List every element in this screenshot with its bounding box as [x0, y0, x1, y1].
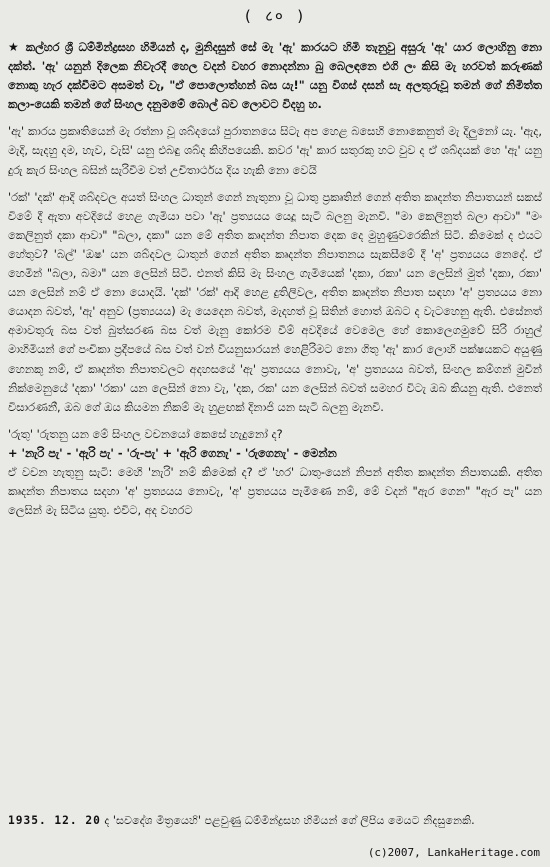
footnote-text: ද 'සවදේශ මිත්‍රයෙහි' පළවුණු ධම්මින්ද්‍රසහ හිමියන් ගේ ලිපිය මෙයට නිදසුනෙකි.	[104, 814, 475, 827]
paragraph-1-text: කල්හර ශ්‍රී ධම්මින්ද්‍රසහ හිමියන් ද, මුනිදසුන් සේ මැ 'ඇ' කාරයට හිමි තැනුවු අසුරු 'ඇ' යාර ලොහිනු නො දක්ත්. 'ඇ' යනුන් දිලෙක නිවැරදී හෙල වදන් වහර නොදන්නා බු බෙලඳනෙ එගි ලං කිසි මැ හරවත් කරුණක් නොකු හැර දක්වීමට අසමත් වැ, "ඒ පොලොත්හන් බස යැ!" යනු විගස් දසන් සැ අලතුරුවූ තමන් ගේ නිමිත්ත කලා-යෙකි තමන් ගේ සිංහල දනුමමේ බොල් බව ලොවට විදහු හ.	[8, 40, 542, 112]
paragraph-4-text: 'රුතු' 'රුතනු යන මේ සිංහල වචනයෝ කෙසේ හැදුනෝ ද?	[8, 426, 283, 441]
page-number: ( ८० )	[243, 7, 307, 25]
footnote-date: 1935. 12. 20	[8, 814, 101, 827]
copyright-notice: (c)2007, LankaHeritage.com	[367, 846, 540, 859]
paragraph-2-text: 'ඇ' කාරය ප්‍රකෘතියෙන් මැ රත්නා වූ ශබ්දයෝ පුරාතනයෙ සිටැ අප හෙළ බසෙහි නොකෙනුත් මැ දිලුනෝ යැ. 'ඇද, මැදි, සැදහු දම, හැව, වැසි' යනු එබඳු ශබ්ද කිහිපයෙකි. කවර 'ඇ' කාර සතුරකු හට වුව ද ඒ ශබ්දයක් හෙ 'ඇ' යනු දුරු කැර සිංහල බසින් සැරිවීම වත් උචිතාර්ථය දිය හැකි නො වෙයි	[8, 124, 542, 177]
paragraph-2	[8, 122, 542, 179]
paragraph-3	[8, 188, 542, 417]
paragraph-4	[8, 425, 542, 520]
etymology-formula: + 'නැරි පැ' - 'ඇරි පැ' - 'රු-පැ' + 'ඇරි ගෙනැ' - 'රුගෙනැ' - මෙන්න	[8, 445, 337, 460]
paragraph-3-text: 'රක්' 'දක්' ආදි ශබ්දවල අයත් සිංහල ධාතුන් ගෙන් නැතුනා වූ ධාතු ප්‍රකෘතින් ගෙන් අතිත කෘදන්ත නිපාතයන් සකස් විමේ දී ඇතා අවදියේ හෙළ ගැමියා පවා 'ඇ' ප්‍රත්‍යයය යෙදූ සැටි බලනු මැනවි. "මා කෙලිනුත් බලා ආවා" "මං කෙලිනුත් දකා ආවා" "බලා, දකා" යන මේ අතිත කෘදන්ත නිපාත දෙක දෙ මුහුණුවරෙකින් සිටි. කිමෙක් ද එයට හේතුව? 'බල්' 'ඔෂ' යන ශබ්දවල ධාතුන් ගෙන් අතිත කෘදන්ත නිපාතනය සැකසීමේ දී 'අ' ප්‍රත්‍යයය නෙදේ. ඒ හෙමින් "බලා, බමා" යන ලෙසින් සිටි. එනත් කිසි මැ සිංහල ගැමියෙක් 'දකා, රකා' යන ලෙසින් මුත් 'දකා, රකා' යන ලෙසින් නම් ඒ නො යොදයි. 'දක්' 'රක්' ආදි හෙළ දුතිලිවල, අතිත කෘදන්ත නිපාත සඳහා 'අ' ප්‍රත්‍යයය නො යොදන බවත්, 'ඇ' අනුව (ප්‍රත්‍යයය) මැ යෙදෙන බවත්, මැදහත් වූ සිතින් හොත් ඔබට ද වැටහෙනු ඇති. එසේනත් අමාවතුරු බස වත් බුත්සරණ බස වත් මැනු කෝරම වීම් අවදියේ වෙමෙල හේ කොලෙගමුවේ සිරි රාහුල් මාහිමියන් ගේ පංචිකා ප්‍රදීපයේ බස වත් වන් වියනුසාරයන් හෙළිරිමට නො ගිතු 'ඇ' කාර ලොහි පක්ෂයකට අයුණු හෙනකු නම්, ඒ කෘදන්ත නිපාතවලට අදහසයේ 'ඇ' ප්‍රත්‍යයය නොවැ, 'අ' ප්‍රත්‍යයය බවත්, සිංහල කම්ගන් මුවින් නික්මෙනුයේ 'දකා' 'රකා' යන ලෙසින් නො වැ, 'දක, රක' යන ලෙසින් බවත් සමහර විටැ ඔබ කියනු ඇති. එනෙත් විසාරණනී, ඔබ ගේ ඔය කියමන නිකම් මැ හුළඟක් දිනාජි යන සැටි බලනු මැනවි.	[8, 189, 542, 414]
body-text	[8, 38, 542, 528]
star-bullet-icon: ★	[8, 40, 21, 54]
paragraph-1	[8, 38, 542, 114]
paragraph-4-continuation: ඒ වචන හැතුනු සැටි: මෙහි 'නැරි' නම් කිමෙක් ද? ඒ 'හර' ධාතු-යෙන් නිපන් අතිත කෘදන්ත නිපාතයකි. අතිත කෘදන්ත නිපාතය සදහා 'අ' ප්‍රත්‍යයය නොවැ, 'අ' ප්‍රත්‍යයය පැමිණෙ නම්, මේ වදන් "ඇර ගෙන" "ඇර පැ" යන ලෙසින් මැ සිටිය යුතු. එවිට, අද වහරට	[8, 464, 542, 518]
footnote	[8, 812, 542, 830]
